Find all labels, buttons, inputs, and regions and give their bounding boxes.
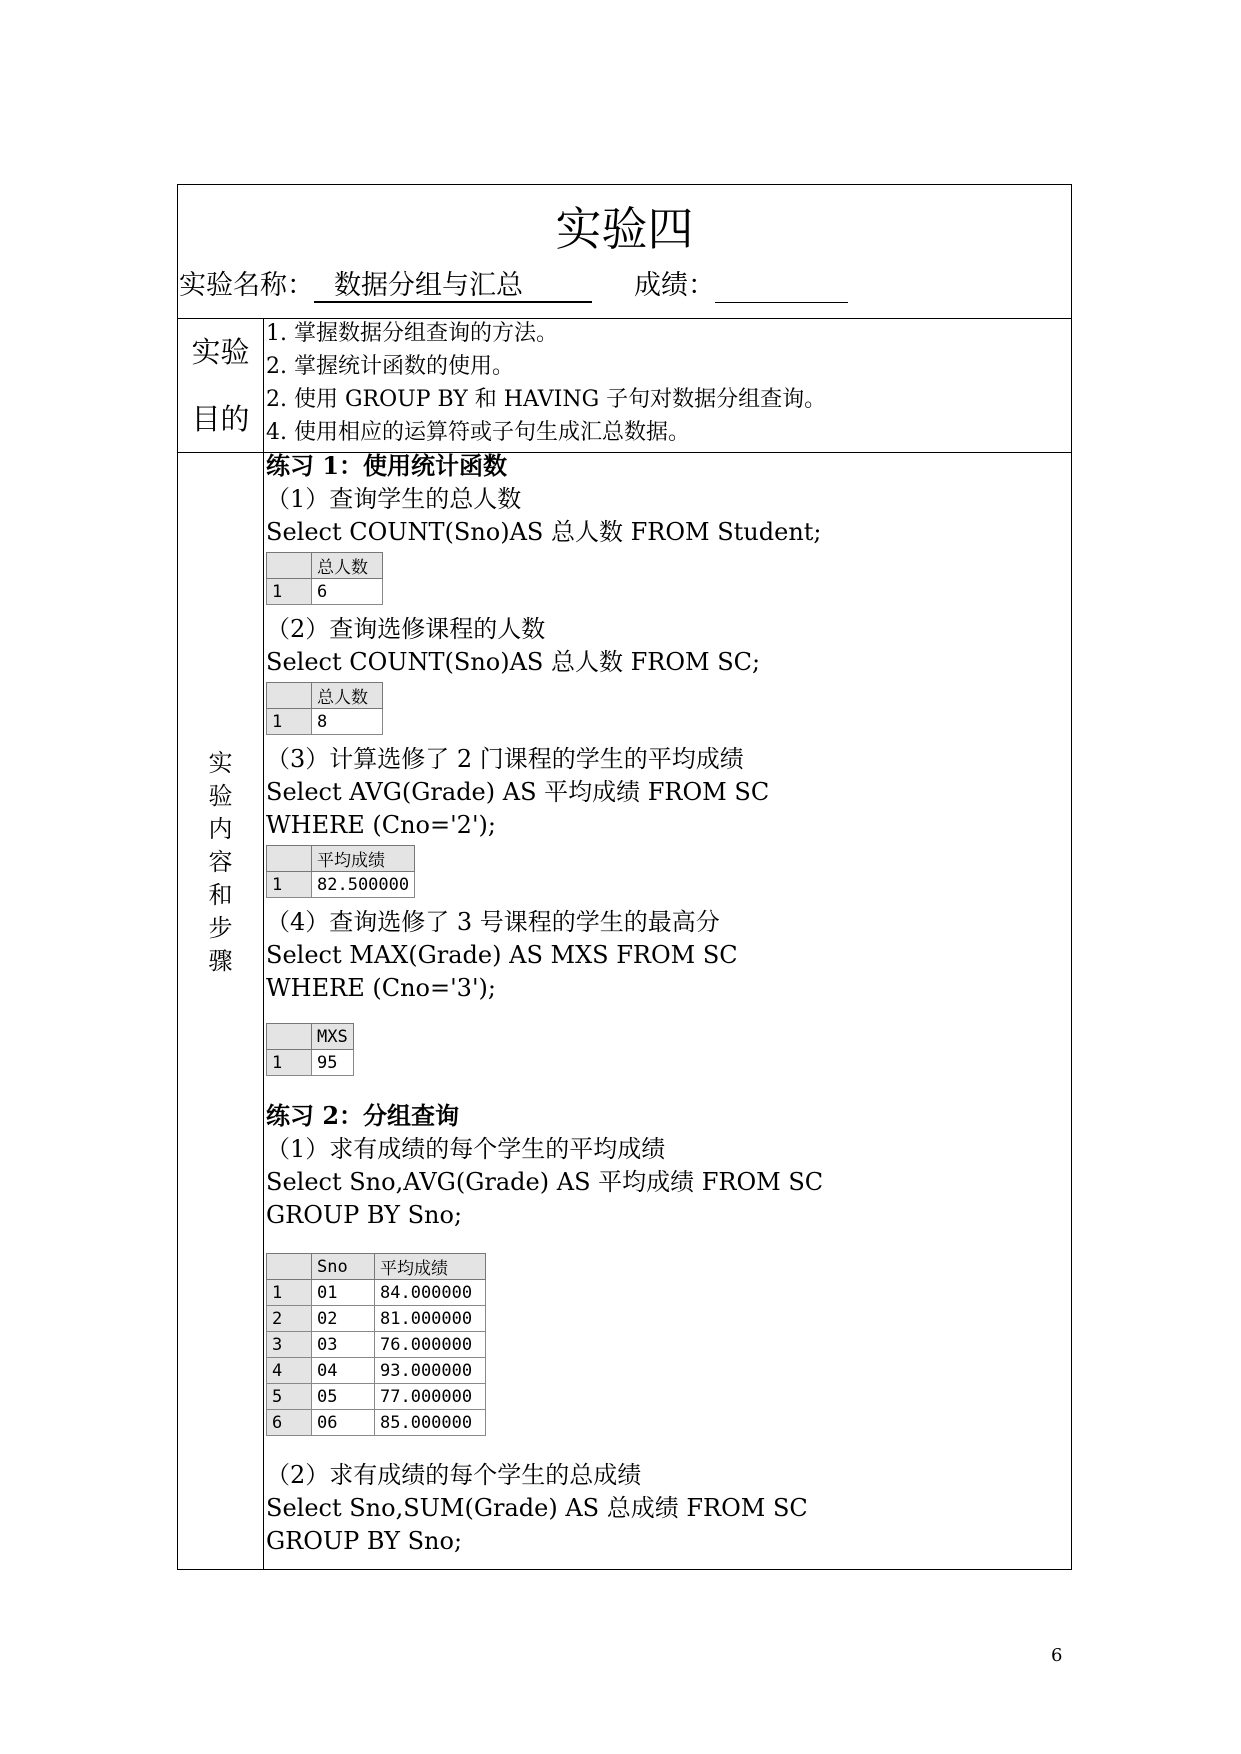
grid-cell: 82.500000 [312,872,415,898]
page-title: 实验四 [555,202,694,256]
question-1: （1）查询学生的总人数 [266,485,522,513]
grid-cell: 81.000000 [375,1306,486,1332]
content-label-char: 和 [208,881,233,909]
sql-2: Select COUNT(Sno)AS 总人数 FROM SC; [266,648,761,676]
question-6: （2）求有成绩的每个学生的总成绩 [266,1461,642,1489]
content-label-char: 容 [208,848,233,876]
grid-header: MXS [312,1024,354,1050]
table-row [267,1280,486,1306]
table-row [267,1384,486,1410]
grid-cell: 06 [312,1410,375,1436]
content-label-char: 验 [208,782,233,810]
sql-3b: WHERE (Cno='2'); [266,811,496,839]
content-label-char: 骤 [208,947,233,975]
name-label: 实验名称： [179,270,314,301]
table-row [267,1306,486,1332]
content-label-char: 步 [208,914,233,942]
sql-5a: Select Sno,AVG(Grade) AS 平均成绩 FROM SC [266,1168,824,1196]
row-number: 4 [267,1358,312,1384]
grid-corner [267,683,312,709]
exercise-1-title: 练习 1：使用统计函数 [266,451,508,480]
table-row [267,1332,486,1358]
grid-cell: 02 [312,1306,375,1332]
sql-4b: WHERE (Cno='3'); [266,974,496,1002]
sql-6b: GROUP BY Sno; [266,1527,463,1555]
divider [178,318,1071,319]
purpose-item: 4. 使用相应的运算符或子句生成汇总数据。 [266,420,690,445]
result-grid-4 [266,1023,354,1076]
grid-cell: 04 [312,1358,375,1384]
result-grid-2 [266,682,383,735]
sql-3a: Select AVG(Grade) AS 平均成绩 FROM SC [266,778,770,806]
row-number: 1 [267,579,312,605]
purpose-item: 2. 使用 GROUP BY 和 HAVING 子句对数据分组查询。 [266,387,827,412]
grid-cell: 84.000000 [375,1280,486,1306]
grid-header: 平均成绩 [312,846,415,872]
row-number: 6 [267,1410,312,1436]
row-number: 3 [267,1332,312,1358]
name-value: 数据分组与汇总 [314,271,592,303]
grid-header: Sno [312,1254,375,1280]
sql-4a: Select MAX(Grade) AS MXS FROM SC [266,941,738,969]
content-label-char: 内 [208,815,233,843]
page-number: 6 [1051,1645,1063,1666]
sql-5b: GROUP BY Sno; [266,1201,463,1229]
exercise-2-title: 练习 2：分组查询 [266,1101,460,1130]
row-number: 1 [267,1050,312,1076]
grid-cell: 01 [312,1280,375,1306]
table-row [267,1358,486,1384]
result-grid-1 [266,552,383,605]
content-label-char: 实 [208,749,233,777]
row-number: 2 [267,1306,312,1332]
purpose-label-1: 实验 [191,335,250,369]
sql-6a: Select Sno,SUM(Grade) AS 总成绩 FROM SC [266,1494,808,1522]
row-number: 5 [267,1384,312,1410]
result-grid-3 [266,845,415,898]
question-5: （1）求有成绩的每个学生的平均成绩 [266,1135,666,1163]
question-3: （3）计算选修了 2 门课程的学生的平均成绩 [266,745,744,773]
grid-cell: 8 [312,709,383,735]
table-row [267,1410,486,1436]
score-blank [715,276,848,303]
sql-1: Select COUNT(Sno)AS 总人数 FROM Student; [266,518,822,546]
grid-header: 总人数 [312,683,383,709]
question-2: （2）查询选修课程的人数 [266,615,546,643]
grid-cell: 6 [312,579,383,605]
grid-header: 平均成绩 [375,1254,486,1280]
grid-cell: 93.000000 [375,1358,486,1384]
result-grid-5 [266,1253,486,1436]
column-divider [263,318,264,1569]
purpose-label-2: 目的 [191,402,250,436]
experiment-table [177,184,1072,1570]
grid-cell: 03 [312,1332,375,1358]
grid-corner [267,846,312,872]
grid-cell: 77.000000 [375,1384,486,1410]
grid-cell: 85.000000 [375,1410,486,1436]
score-label: 成绩： [634,270,715,301]
grid-cell: 95 [312,1050,354,1076]
grid-cell: 76.000000 [375,1332,486,1358]
grid-corner [267,1254,312,1280]
experiment-name-row [179,263,848,303]
row-number: 1 [267,1280,312,1306]
row-number: 1 [267,872,312,898]
grid-corner [267,553,312,579]
grid-corner [267,1024,312,1050]
grid-cell: 05 [312,1384,375,1410]
grid-header: 总人数 [312,553,383,579]
question-4: （4）查询选修了 3 号课程的学生的最高分 [266,908,720,936]
row-number: 1 [267,709,312,735]
purpose-item: 1. 掌握数据分组查询的方法。 [266,321,558,346]
purpose-item: 2. 掌握统计函数的使用。 [266,354,514,379]
